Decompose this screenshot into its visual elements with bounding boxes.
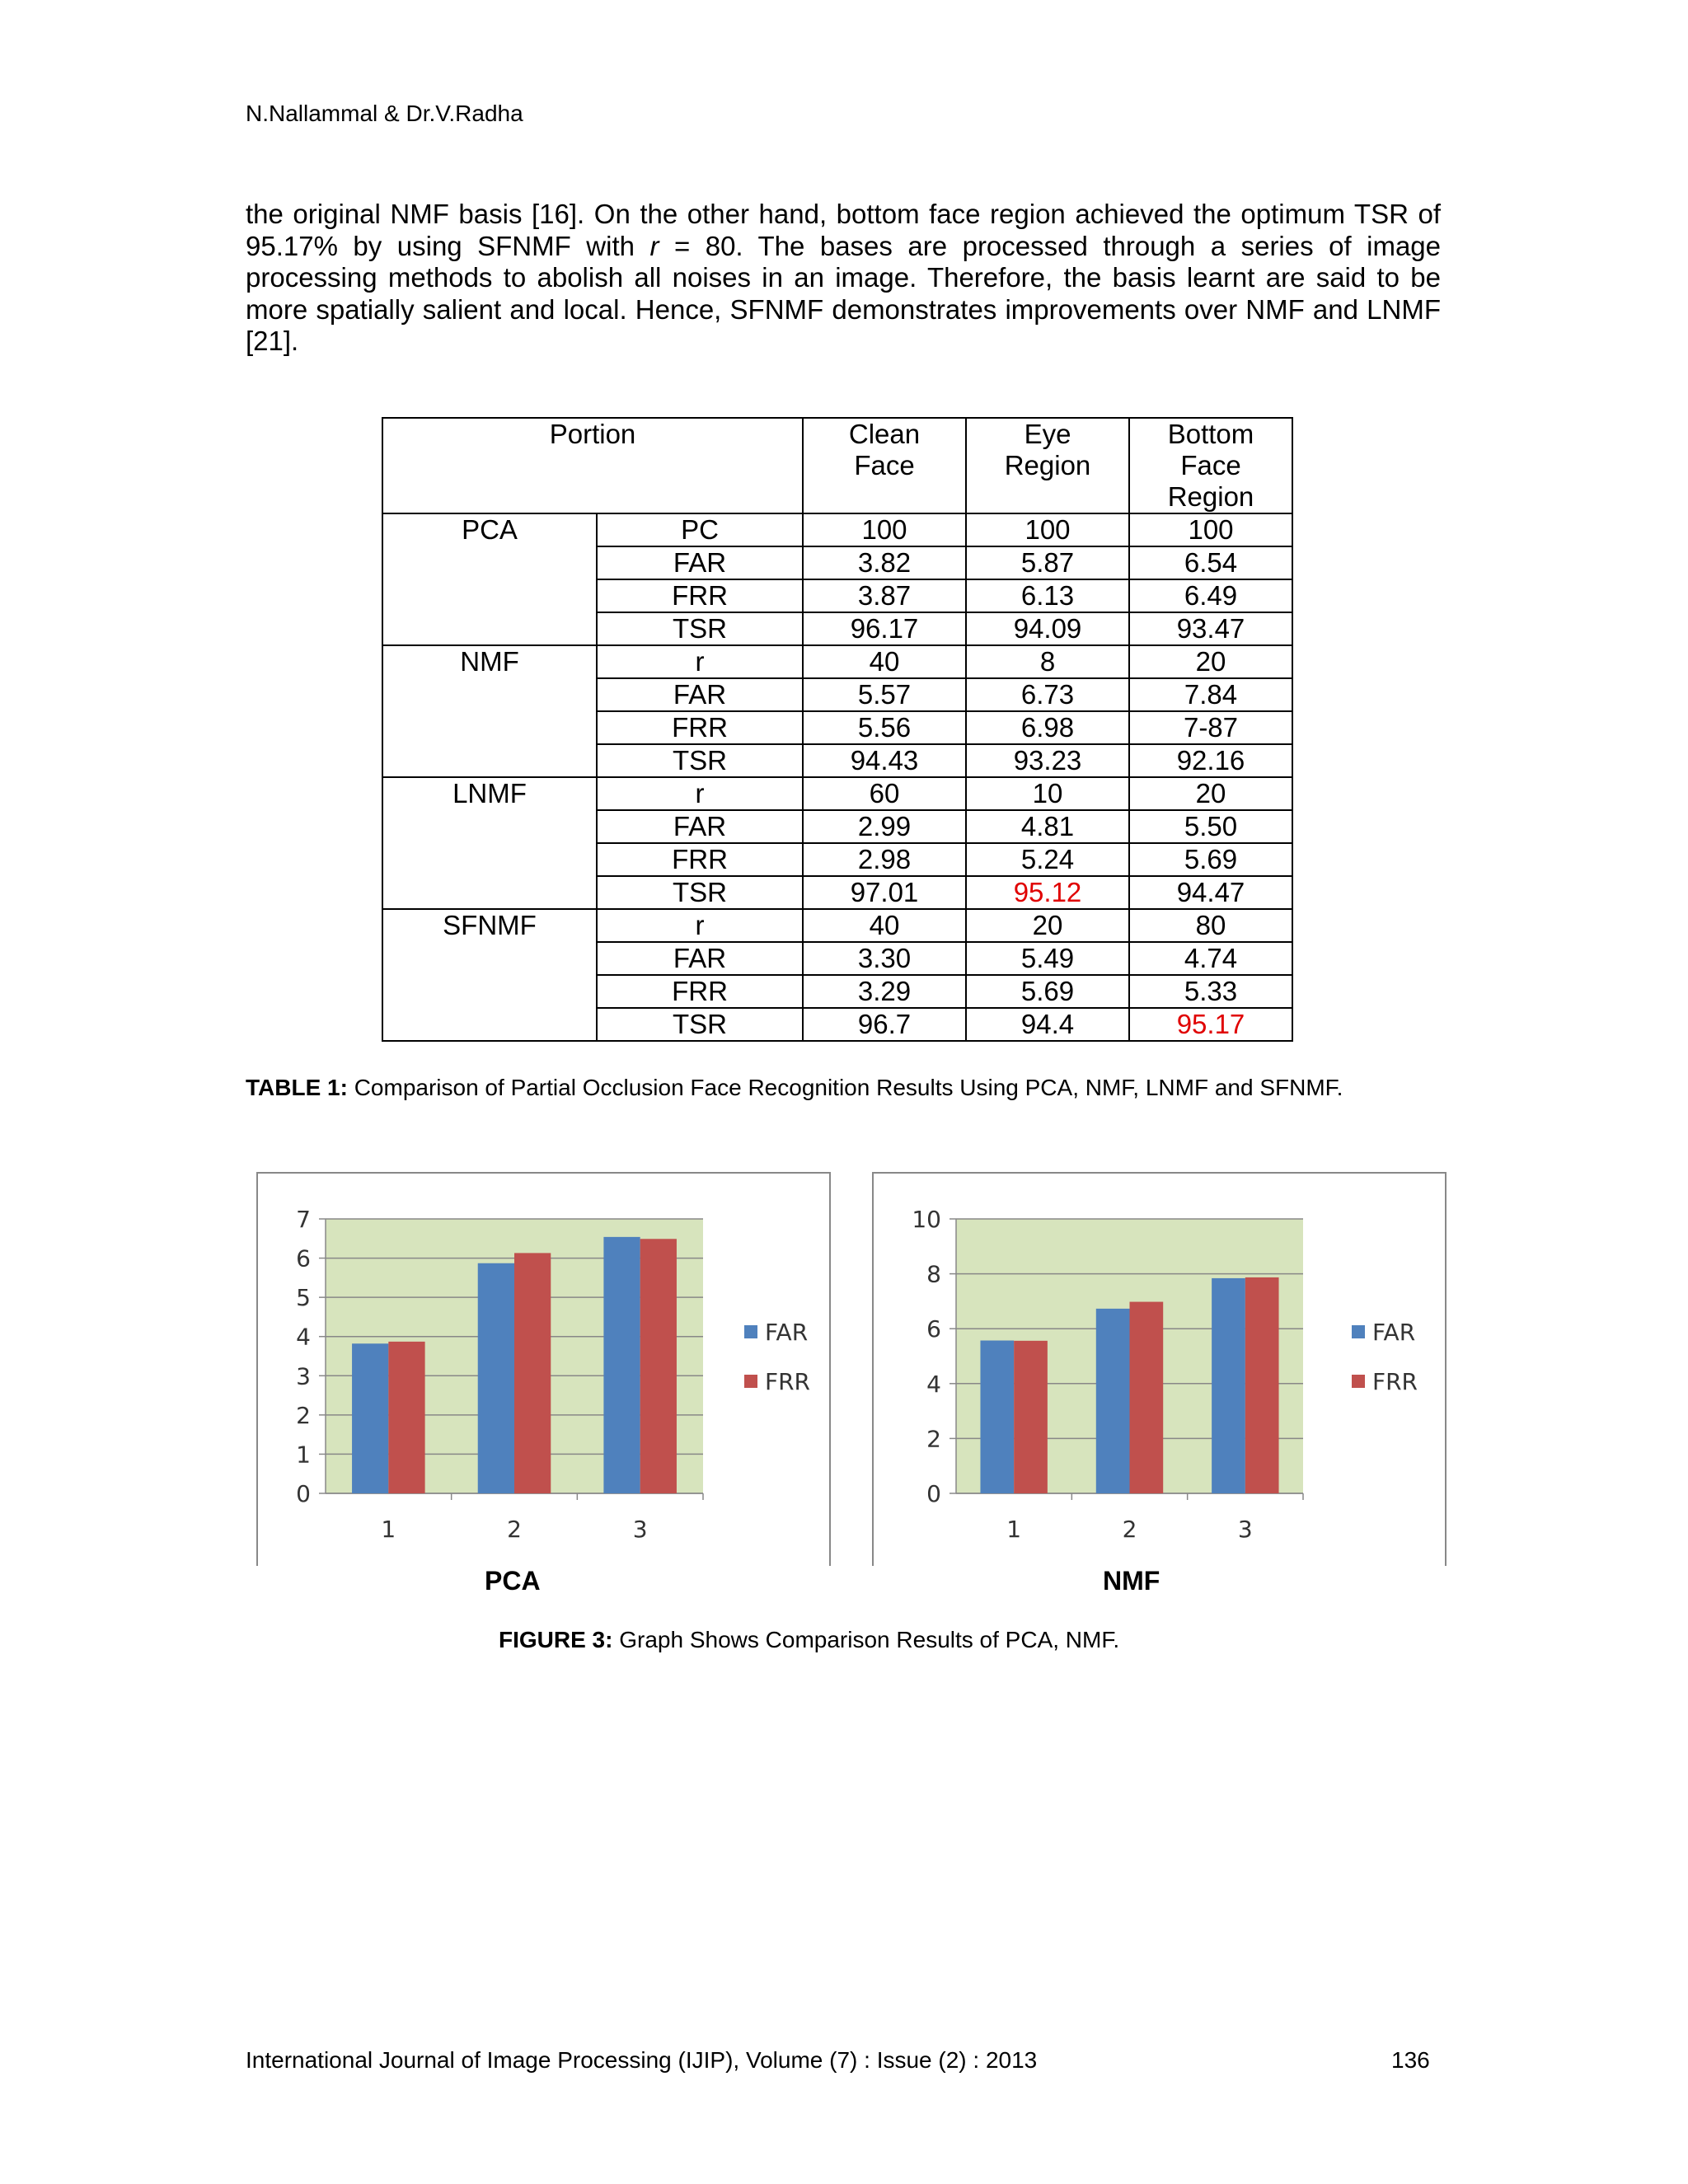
figure-caption-label: FIGURE 3: [499, 1627, 613, 1652]
metric-cell: FAR [597, 810, 803, 843]
value-cell: 3.30 [803, 942, 966, 975]
value-cell: 100 [966, 513, 1129, 546]
bar-far [1212, 1278, 1245, 1493]
value-cell: 93.47 [1129, 612, 1292, 645]
value-cell: 7-87 [1129, 711, 1292, 744]
legend-swatch-far [1352, 1325, 1365, 1338]
metric-cell: PC [597, 513, 803, 546]
table-row [382, 909, 1292, 942]
table-caption-text: Comparison of Partial Occlusion Face Recognition Results Using PCA, NMF, LNMF and SFNMF. [347, 1075, 1343, 1100]
value-cell: 94.47 [1129, 876, 1292, 909]
value-cell: 6.73 [966, 678, 1129, 711]
header-clean-face-text: Clean Face [848, 419, 921, 480]
table-row [382, 777, 1292, 810]
header-bottom-face-region-text: Bottom Face Region [1167, 419, 1254, 512]
metric-cell: FRR [597, 843, 803, 876]
y-tick-label: 4 [926, 1370, 941, 1398]
results-table [382, 417, 1293, 1042]
header-bottom-face-region [1129, 418, 1292, 513]
value-cell: 3.29 [803, 975, 966, 1008]
para-variable-r: r [649, 230, 659, 261]
para-text-2: = 80. The bases are processed through a series of image processing methods to abolish all noises in an image. Therefore, the basis learnt are said to be more spatially salient and local. Hence, SFNMF demonstrates improvements over NMF and LNMF [21]. [246, 230, 1442, 356]
x-tick-label: 3 [632, 1516, 648, 1543]
value-cell: 4.81 [966, 810, 1129, 843]
metric-cell: r [597, 645, 803, 678]
value-cell: 92.16 [1129, 744, 1292, 777]
value-cell: 5.56 [803, 711, 966, 744]
header-clean-face [803, 418, 966, 513]
bar-far [980, 1341, 1014, 1493]
figure-caption-text: Graph Shows Comparison Results of PCA, NMF. [612, 1627, 1120, 1652]
bar-far [352, 1343, 388, 1493]
value-cell: 5.33 [1129, 975, 1292, 1008]
metric-cell: FRR [597, 975, 803, 1008]
value-cell: 3.82 [803, 546, 966, 579]
metric-cell: r [597, 777, 803, 810]
header-eye-region-text: Eye Region [1004, 419, 1091, 480]
bar-frr [514, 1253, 551, 1493]
metric-cell: FAR [597, 546, 803, 579]
value-cell: 4.74 [1129, 942, 1292, 975]
metric-cell: TSR [597, 876, 803, 909]
body-paragraph [246, 199, 1441, 358]
metric-cell: TSR [597, 744, 803, 777]
y-tick-label: 6 [926, 1315, 941, 1343]
metric-cell: TSR [597, 1008, 803, 1041]
chart-frame-pca [256, 1172, 831, 1566]
x-tick-label: 1 [381, 1516, 396, 1543]
value-cell: 10 [966, 777, 1129, 810]
value-cell: 100 [803, 513, 966, 546]
value-cell: 2.98 [803, 843, 966, 876]
value-cell: 60 [803, 777, 966, 810]
y-tick-label: 3 [296, 1362, 311, 1390]
metric-cell: r [597, 909, 803, 942]
bar-frr [1014, 1341, 1048, 1493]
figure-caption [499, 1627, 1119, 1653]
value-cell: 5.49 [966, 942, 1129, 975]
metric-cell: FAR [597, 942, 803, 975]
method-cell: SFNMF [382, 909, 597, 1041]
value-cell: 6.54 [1129, 546, 1292, 579]
running-header: N.Nallammal & Dr.V.Radha [246, 101, 523, 126]
value-cell: 96.17 [803, 612, 966, 645]
chart-label-pca: PCA [485, 1566, 541, 1596]
legend-label-frr: FRR [765, 1368, 811, 1395]
value-cell: 8 [966, 645, 1129, 678]
legend-label-far: FAR [765, 1319, 809, 1346]
y-tick-label: 5 [296, 1284, 311, 1312]
y-tick-label: 0 [296, 1480, 311, 1507]
value-cell: 94.09 [966, 612, 1129, 645]
legend-swatch-far [744, 1325, 757, 1338]
y-tick-label: 2 [926, 1425, 941, 1453]
x-tick-label: 1 [1006, 1516, 1022, 1543]
legend-label-far: FAR [1372, 1319, 1416, 1346]
x-tick-label: 2 [1122, 1516, 1137, 1543]
value-cell: 20 [1129, 645, 1292, 678]
y-tick-label: 4 [296, 1323, 311, 1351]
bar-frr [388, 1342, 424, 1493]
value-cell: 5.69 [966, 975, 1129, 1008]
value-cell: 5.57 [803, 678, 966, 711]
value-cell: 40 [803, 909, 966, 942]
value-cell: 20 [966, 909, 1129, 942]
value-cell: 5.87 [966, 546, 1129, 579]
value-cell: 94.43 [803, 744, 966, 777]
chart-frame-nmf [872, 1172, 1447, 1566]
y-tick-label: 1 [296, 1441, 311, 1469]
value-cell: 80 [1129, 909, 1292, 942]
x-tick-label: 2 [507, 1516, 522, 1543]
y-tick-label: 2 [296, 1401, 311, 1429]
table-row [382, 645, 1292, 678]
y-tick-label: 8 [926, 1260, 941, 1288]
metric-cell: FRR [597, 711, 803, 744]
value-cell: 6.13 [966, 579, 1129, 612]
chart-label-nmf: NMF [1103, 1566, 1160, 1596]
value-cell: 7.84 [1129, 678, 1292, 711]
value-cell: 40 [803, 645, 966, 678]
bar-frr [1130, 1302, 1164, 1493]
bar-far [1096, 1309, 1130, 1493]
bar-far [603, 1237, 640, 1493]
value-cell: 95.12 [966, 876, 1129, 909]
value-cell: 3.87 [803, 579, 966, 612]
table-caption [246, 1075, 1343, 1101]
value-cell: 94.4 [966, 1008, 1129, 1041]
page-number: 136 [1391, 2047, 1430, 2073]
nmf-bar-chart [874, 1174, 1445, 1566]
x-tick-label: 3 [1237, 1516, 1253, 1543]
bar-far [478, 1263, 514, 1493]
bar-frr [640, 1239, 677, 1493]
value-cell: 95.17 [1129, 1008, 1292, 1041]
header-portion: Portion [382, 418, 803, 513]
value-cell: 5.50 [1129, 810, 1292, 843]
table-row [382, 513, 1292, 546]
journal-footer: International Journal of Image Processing (IJIP), Volume (7) : Issue (2) : 2013 [246, 2047, 1038, 2073]
legend-swatch-frr [1352, 1375, 1365, 1388]
value-cell: 5.24 [966, 843, 1129, 876]
method-cell: PCA [382, 513, 597, 645]
table-header-row [382, 418, 1292, 513]
legend-label-frr: FRR [1372, 1368, 1418, 1395]
value-cell: 96.7 [803, 1008, 966, 1041]
method-cell: LNMF [382, 777, 597, 909]
value-cell: 93.23 [966, 744, 1129, 777]
method-cell: NMF [382, 645, 597, 777]
metric-cell: TSR [597, 612, 803, 645]
value-cell: 20 [1129, 777, 1292, 810]
value-cell: 5.69 [1129, 843, 1292, 876]
value-cell: 6.49 [1129, 579, 1292, 612]
pca-bar-chart [258, 1174, 829, 1566]
header-eye-region [966, 418, 1129, 513]
table-caption-label: TABLE 1: [246, 1075, 348, 1100]
value-cell: 97.01 [803, 876, 966, 909]
y-tick-label: 7 [296, 1206, 311, 1233]
y-tick-label: 10 [912, 1206, 941, 1233]
value-cell: 2.99 [803, 810, 966, 843]
y-tick-label: 6 [296, 1244, 311, 1272]
metric-cell: FAR [597, 678, 803, 711]
para-text-1: the original NMF basis [16]. On the other hand, bottom face region achieved the optimum TSR of 95.17% by using SFNMF with [246, 199, 1441, 261]
metric-cell: FRR [597, 579, 803, 612]
y-tick-label: 0 [926, 1480, 941, 1507]
value-cell: 100 [1129, 513, 1292, 546]
legend-swatch-frr [744, 1375, 757, 1388]
value-cell: 6.98 [966, 711, 1129, 744]
bar-frr [1245, 1277, 1279, 1493]
